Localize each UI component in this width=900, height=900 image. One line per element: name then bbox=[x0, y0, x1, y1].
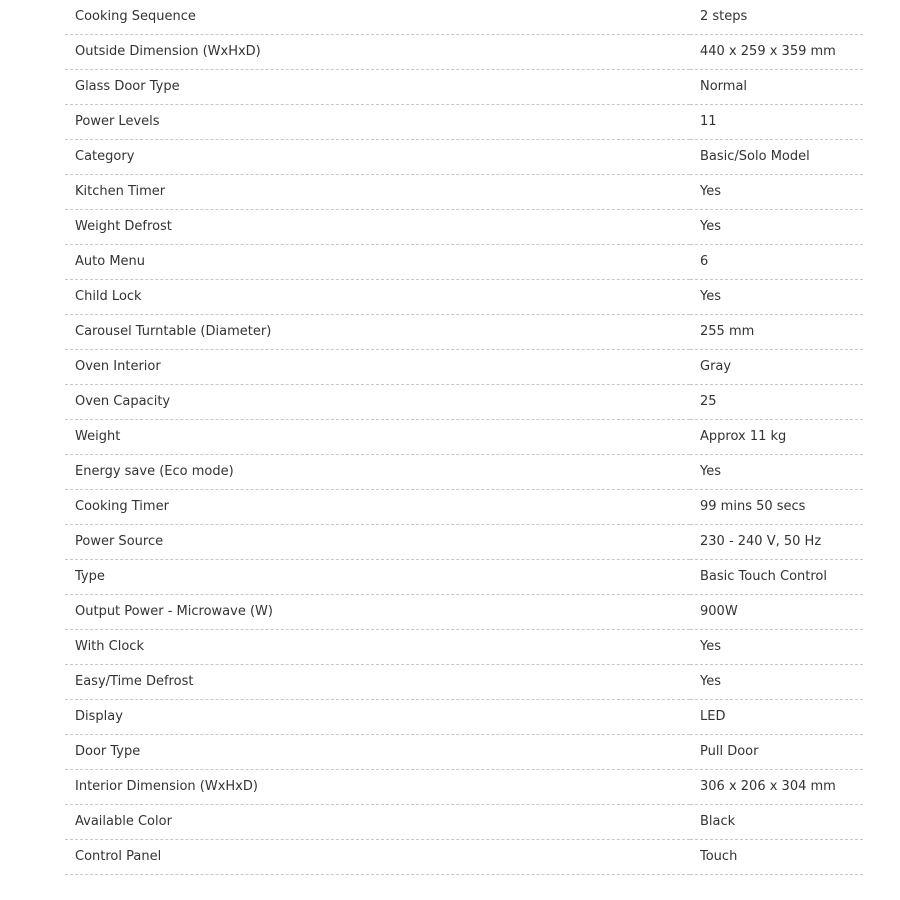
spec-value: 25 bbox=[690, 384, 863, 419]
spec-table bbox=[65, 0, 863, 875]
spec-label: Energy save (Eco mode) bbox=[65, 454, 690, 489]
spec-row bbox=[65, 804, 863, 839]
spec-row bbox=[65, 279, 863, 314]
spec-row bbox=[65, 419, 863, 454]
spec-value: Yes bbox=[690, 629, 863, 664]
spec-label: Power Levels bbox=[65, 104, 690, 139]
spec-row bbox=[65, 769, 863, 804]
spec-label: Easy/Time Defrost bbox=[65, 664, 690, 699]
spec-row bbox=[65, 244, 863, 279]
spec-row bbox=[65, 209, 863, 244]
spec-value: Yes bbox=[690, 454, 863, 489]
spec-value: 99 mins 50 secs bbox=[690, 489, 863, 524]
spec-value: 900W bbox=[690, 594, 863, 629]
spec-value: Yes bbox=[690, 664, 863, 699]
spec-label: Control Panel bbox=[65, 839, 690, 874]
spec-value: Touch bbox=[690, 839, 863, 874]
spec-table-body bbox=[65, 0, 863, 874]
spec-value: Normal bbox=[690, 69, 863, 104]
spec-label: Oven Capacity bbox=[65, 384, 690, 419]
spec-label: Category bbox=[65, 139, 690, 174]
spec-value: Yes bbox=[690, 209, 863, 244]
spec-label: Auto Menu bbox=[65, 244, 690, 279]
spec-value: LED bbox=[690, 699, 863, 734]
spec-value: 6 bbox=[690, 244, 863, 279]
spec-row bbox=[65, 314, 863, 349]
spec-value: Basic/Solo Model bbox=[690, 139, 863, 174]
spec-value: 255 mm bbox=[690, 314, 863, 349]
spec-row bbox=[65, 559, 863, 594]
spec-value: 230 - 240 V, 50 Hz bbox=[690, 524, 863, 559]
spec-label: Power Source bbox=[65, 524, 690, 559]
spec-label: With Clock bbox=[65, 629, 690, 664]
spec-row bbox=[65, 839, 863, 874]
spec-value: Yes bbox=[690, 279, 863, 314]
spec-row bbox=[65, 34, 863, 69]
spec-row bbox=[65, 139, 863, 174]
spec-label: Child Lock bbox=[65, 279, 690, 314]
spec-label: Display bbox=[65, 699, 690, 734]
spec-label: Kitchen Timer bbox=[65, 174, 690, 209]
spec-row bbox=[65, 0, 863, 34]
spec-label: Output Power - Microwave (W) bbox=[65, 594, 690, 629]
spec-row bbox=[65, 594, 863, 629]
spec-row bbox=[65, 454, 863, 489]
spec-label: Available Color bbox=[65, 804, 690, 839]
spec-label: Weight Defrost bbox=[65, 209, 690, 244]
spec-label: Glass Door Type bbox=[65, 69, 690, 104]
spec-label: Interior Dimension (WxHxD) bbox=[65, 769, 690, 804]
spec-row bbox=[65, 524, 863, 559]
spec-label: Type bbox=[65, 559, 690, 594]
spec-row bbox=[65, 69, 863, 104]
spec-value: Pull Door bbox=[690, 734, 863, 769]
spec-label: Outside Dimension (WxHxD) bbox=[65, 34, 690, 69]
spec-row bbox=[65, 664, 863, 699]
spec-row bbox=[65, 699, 863, 734]
spec-row bbox=[65, 104, 863, 139]
spec-label: Oven Interior bbox=[65, 349, 690, 384]
spec-label: Cooking Sequence bbox=[65, 0, 690, 34]
spec-label: Carousel Turntable (Diameter) bbox=[65, 314, 690, 349]
spec-row bbox=[65, 629, 863, 664]
spec-value: Approx 11 kg bbox=[690, 419, 863, 454]
spec-value: Basic Touch Control bbox=[690, 559, 863, 594]
spec-value: 440 x 259 x 359 mm bbox=[690, 34, 863, 69]
spec-row bbox=[65, 734, 863, 769]
spec-value: Gray bbox=[690, 349, 863, 384]
spec-row bbox=[65, 384, 863, 419]
spec-value: 306 x 206 x 304 mm bbox=[690, 769, 863, 804]
spec-row bbox=[65, 489, 863, 524]
spec-label: Door Type bbox=[65, 734, 690, 769]
spec-value: Black bbox=[690, 804, 863, 839]
spec-value: 2 steps bbox=[690, 0, 863, 34]
spec-row bbox=[65, 349, 863, 384]
spec-label: Cooking Timer bbox=[65, 489, 690, 524]
spec-row bbox=[65, 174, 863, 209]
spec-label: Weight bbox=[65, 419, 690, 454]
spec-value: Yes bbox=[690, 174, 863, 209]
spec-value: 11 bbox=[690, 104, 863, 139]
